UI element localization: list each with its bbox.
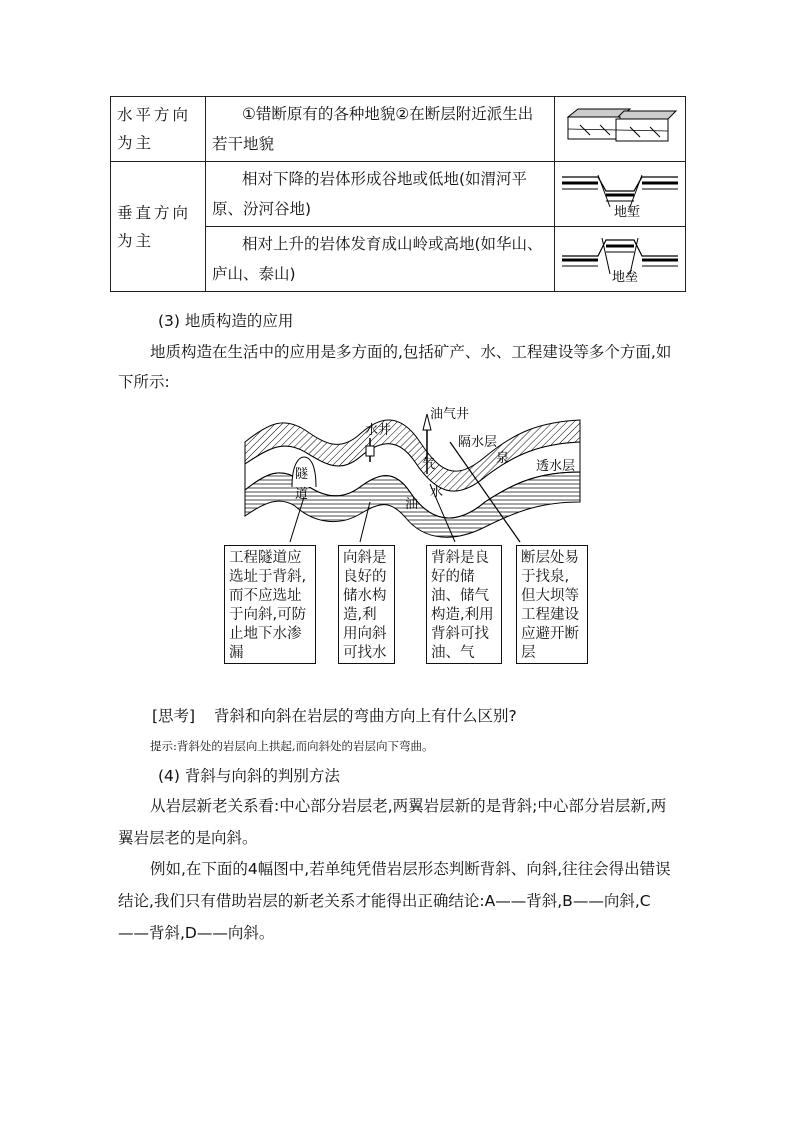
label-water: 水 bbox=[430, 485, 444, 500]
section3-title: (3) 地质构造的应用 bbox=[158, 312, 294, 330]
section4-p1: 从岩层新老关系看:中心部分岩层老,两翼岩层新的是背斜;中心部分岩层新,两翼岩层老的是向斜。 bbox=[118, 797, 667, 847]
box-anticline: 背斜是良好的储油、储气构造,利用背斜可找油、气 bbox=[426, 545, 502, 664]
horizontal-fault-figure bbox=[555, 97, 686, 162]
graben-figure bbox=[555, 162, 686, 227]
label-gas: 气 bbox=[422, 457, 436, 472]
label-oil: 油 bbox=[405, 497, 419, 512]
row-head-vertical: 垂直方向为主 bbox=[111, 162, 206, 292]
label-well: 水井 bbox=[365, 423, 392, 438]
label-oilgas-well: 油气井 bbox=[430, 407, 470, 422]
think-tag: [思考] bbox=[152, 707, 196, 725]
box-fault: 断层处易于找泉,但大坝等工程建设应避开断层 bbox=[516, 545, 588, 664]
box-syncline: 向斜是良好的储水构造,利用向斜可找水 bbox=[338, 545, 395, 664]
fault-table bbox=[110, 96, 686, 292]
graben-label: 地堑 bbox=[614, 205, 641, 219]
hint-text: 提示:背斜处的岩层向上拱起,而向斜处的岩层向下弯曲。 bbox=[150, 739, 434, 753]
think-question: 背斜和向斜在岩层的弯曲方向上有什么区别? bbox=[214, 707, 517, 725]
horst-label: 地垒 bbox=[612, 270, 639, 284]
label-tunnel-1: 隧 bbox=[295, 467, 309, 482]
section3-intro: 地质构造在生活中的应用是多方面的,包括矿产、水、工程建设等多个方面,如下所示: bbox=[118, 343, 672, 391]
label-permeable: 透水层 bbox=[536, 459, 576, 474]
section4-p2: 例如,在下面的4幅图中,若单纯凭借岩层形态判断背斜、向斜,往往会得出错误结论,我们只有借助岩层的新老关系才能得出正确结论:A——背斜,B——向斜,C——背斜,D——向斜。 bbox=[118, 860, 671, 942]
geology-diagram bbox=[240, 402, 585, 547]
row-text-horst: 相对上升的岩体发育成山岭或高地(如华山、庐山、泰山) bbox=[206, 227, 555, 292]
box-tunnel: 工程隧道应选址于背斜,而不应选址于向斜,可防止地下水渗漏 bbox=[224, 545, 316, 664]
label-spring: 泉 bbox=[496, 451, 510, 466]
label-tunnel-2: 道 bbox=[295, 487, 309, 502]
section4-title: (4) 背斜与向斜的判别方法 bbox=[158, 767, 340, 785]
horst-figure bbox=[555, 227, 686, 292]
row-text-graben: 相对下降的岩体形成谷地或低地(如渭河平原、汾河谷地) bbox=[206, 162, 555, 227]
row-text-horizontal: ①错断原有的各种地貌②在断层附近派生出若干地貌 bbox=[206, 97, 555, 162]
label-aquiclude: 隔水层 bbox=[458, 435, 498, 450]
row-head-horizontal: 水平方向为主 bbox=[111, 97, 206, 162]
